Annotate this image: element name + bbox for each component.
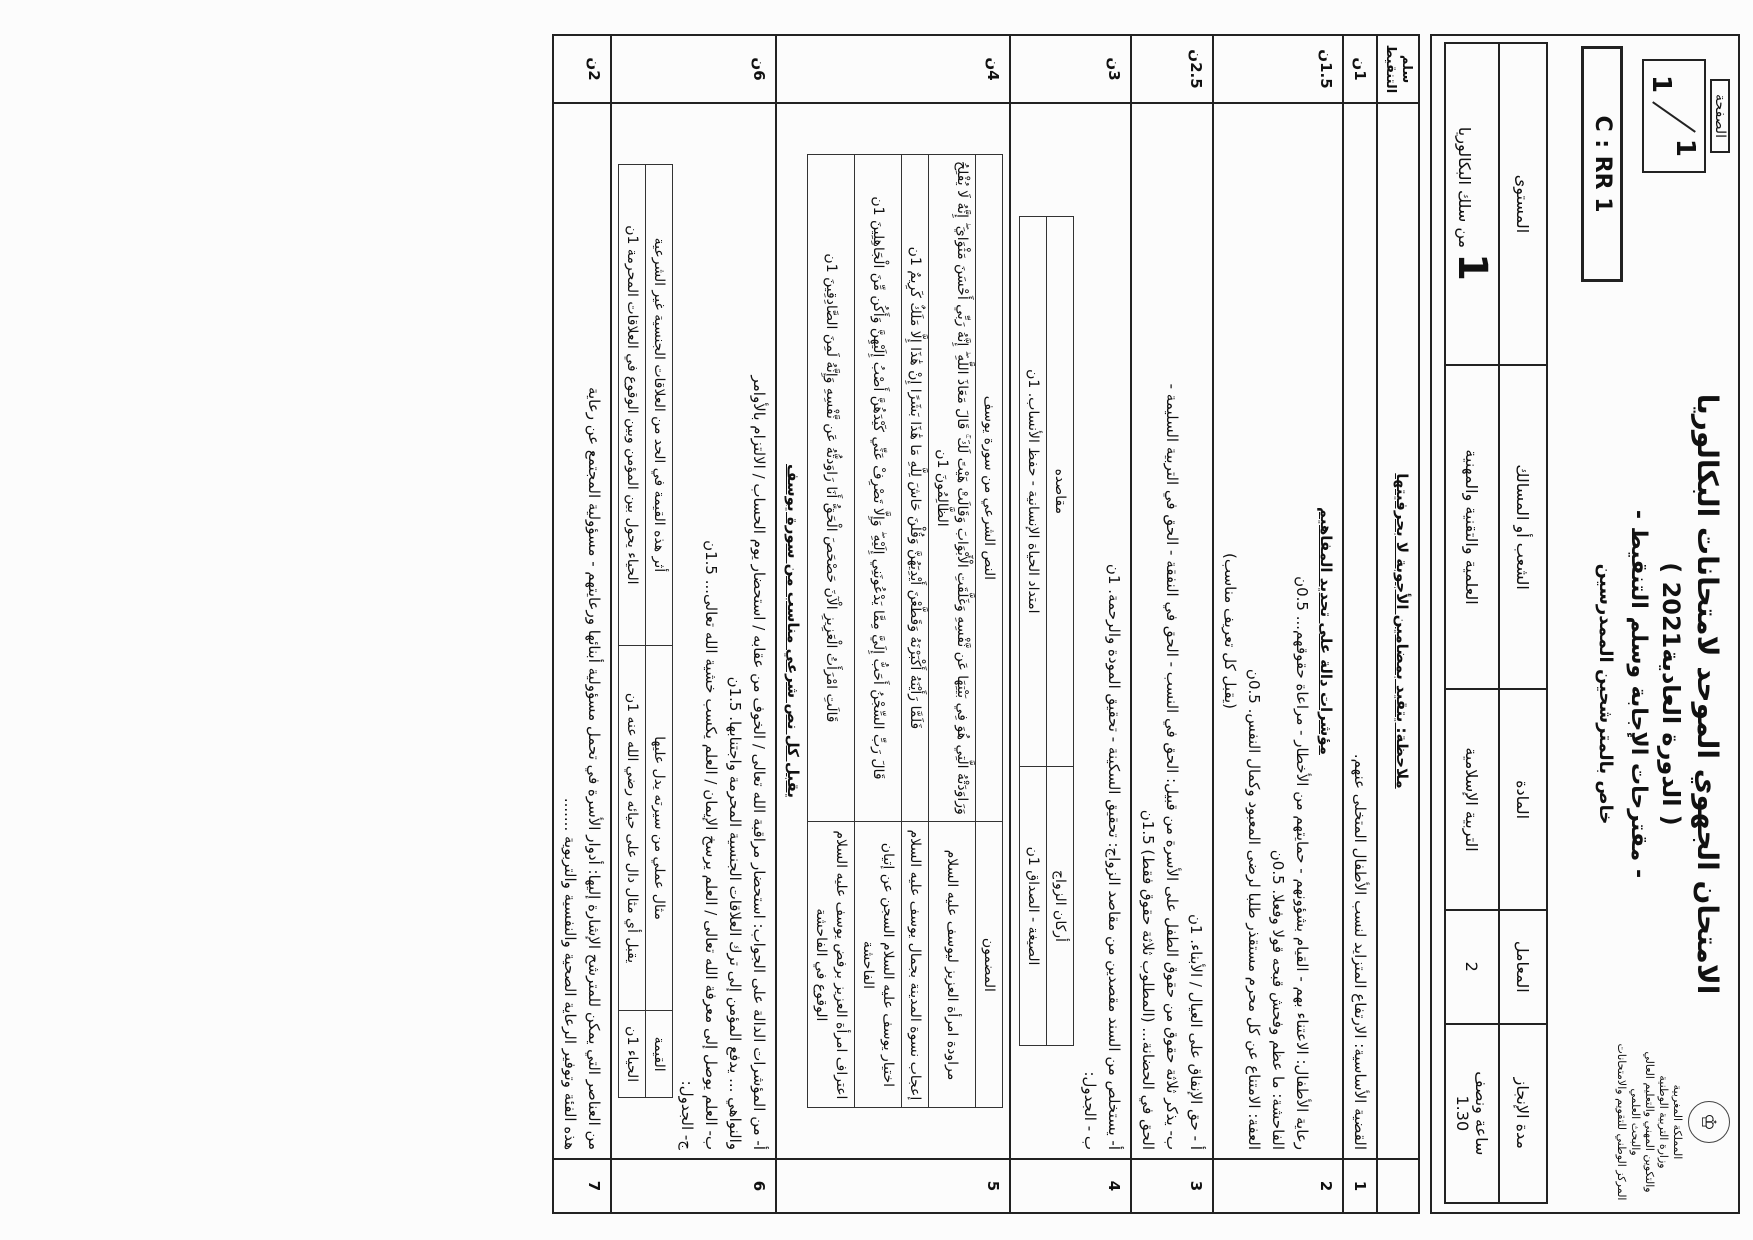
emblem-icon: ♔ [1688, 1101, 1730, 1143]
logo-line: المركز الوطني للتقويم والامتحانات [1615, 1043, 1628, 1201]
meta-streams: العلمية والتقنية والمهنية [1445, 365, 1499, 689]
table-header: أثر هذه القيمة في الحد من العلاقات الجنسية غير الشرعية [646, 164, 673, 645]
logo-line: المملكة المغربية [1671, 1084, 1684, 1160]
answer-line: الفاحشة: ما عظم وفحش قبحه قولا وفعلا. 0.5ن [1269, 849, 1287, 1150]
table-cell: يقبل أي مثال دال على حيائه رضي الله عنه 1ن [619, 645, 646, 1010]
question-row-1 [1343, 35, 1377, 1213]
answer-line: (يقبل كل تعريف مناسب) [1221, 553, 1239, 709]
table-cell: الصيغة - الصداق 1ن [1020, 766, 1047, 1045]
logo-line: والتكوين المهني والتعليم العالي [1643, 1051, 1656, 1193]
table-header: القيمة [646, 1011, 673, 1098]
answer-line: أ- من المؤشرات الدالة على الجواب: استحضار مراقبة الله تعالى / الخوف من عقابه / استحضار يوم الحساب / الالتزام بالأوامر [750, 375, 768, 1150]
question-number: 7 [553, 1159, 611, 1213]
level-text: من سلك البكالوريا [1455, 126, 1474, 249]
grading-table [552, 34, 1420, 1214]
answer-line: من العناصر التي يمكن للمترشح الإشارة إليها: أدوار الأسرة في تحمل مسؤولية أبنائها ورعايتهم - مسؤولية المجتمع عن رعاية [585, 386, 603, 1150]
table-cell: إعجاب نسوة المدينة بجمال يوسف عليه السلام [902, 822, 929, 1108]
values-table [618, 164, 673, 1098]
table-cell: اختيار يوسف عليه السلام السجن عن إتيان الفاحشة [855, 822, 902, 1108]
table-header: المضمون [976, 822, 1003, 1108]
answer-cell [1010, 103, 1131, 1159]
question-row-3 [1131, 35, 1213, 1213]
question-number: 3 [1131, 1159, 1213, 1213]
meta-header-coefficient: المعامل [1499, 910, 1547, 1024]
answer-cell [1343, 103, 1377, 1159]
question-row-7 [553, 35, 611, 1213]
question-score: 6ن [611, 35, 776, 103]
table-cell: الحياء 1ن [619, 1011, 646, 1098]
question-number: 6 [611, 1159, 776, 1213]
answer-line: ب - الجدول: [1081, 1071, 1099, 1150]
answer-cell [553, 103, 611, 1159]
question-number-header [1377, 1159, 1419, 1213]
meta-header-subject: المادة [1499, 689, 1547, 910]
title-line-3: - مقترحات الإجابة وسلم التنقيط - [1626, 509, 1651, 879]
answer-line: أ - حق الإنفاق على العيال / الأبناء. 1ن [1187, 913, 1205, 1150]
level-number: 1 [1449, 253, 1495, 282]
question-score: 1.5ن [1213, 35, 1343, 103]
question-number: 2 [1213, 1159, 1343, 1213]
exam-document [360, 24, 1750, 1224]
title-line-2: ( الدورة العادية2021 ) [1657, 562, 1685, 826]
answer-cell [1213, 103, 1343, 1159]
note-cell [1377, 103, 1419, 1159]
table-header: النص الشرعي من سورة يوسف [976, 154, 1003, 822]
answer-line: ب- العلم يوصل إلى معرفة الله تعالى / العلم يرسخ الإيمان / العلم يكسب خشية الله تعالى... 1.5ن [702, 540, 720, 1150]
question-score: 1ن [1343, 35, 1377, 103]
answer-line: الحق في الحضانة... (المطلوب ثلاثة حقوق فقط) 1.5ن [1139, 809, 1157, 1150]
meta-coefficient: 2 [1445, 910, 1499, 1024]
title-line-4: خاص بالمترشحين الممدرسين [1595, 563, 1616, 825]
note-text: ملاحظة: يتقيد بمضامين الأجوبة لا بحرفيتها [1393, 473, 1411, 789]
page-number: 1 [1670, 138, 1700, 157]
question-row-6 [611, 35, 776, 1213]
question-row-2 [1213, 35, 1343, 1213]
fraction-slash [1652, 101, 1696, 132]
duration-text: ساعة ونصف [1472, 1071, 1491, 1156]
answer-cell [776, 103, 1010, 1159]
answer-line: القضية الأساسية: الارتفاع المتزايد لنسب الأطفال المتخلى عنهم. [1351, 753, 1369, 1150]
ministry-logo [1614, 1042, 1730, 1202]
table-cell: قَالَتِ امْرَأَتُ الْعَزِيزِ الْآنَ حَصْحَصَ الْحَقُّ أَنَا رَاوَدتُّهُ عَن نَّفْسِهِ وَإِنَّهُ لَمِنَ الصَّادِقِينَ 1ن [808, 154, 855, 822]
table-header: أركان الزواج [1047, 766, 1074, 1045]
question-row-5 [776, 35, 1010, 1213]
marriage-table [1019, 216, 1074, 1046]
question-score: 2.5ن [1131, 35, 1213, 103]
table-cell: قَالَ رَبِّ السِّجْنُ أَحَبُّ إِلَيَّ مِمَّا يَدْعُونَنِي إِلَيْهِ ۖ وَإِلَّا تَصْرِفْ عَنِّي كَيْدَهُنَّ أَصْبُ إِلَيْهِنَّ وَأَكُن مِّنَ الْجَاهِلِينَ 1ن [855, 154, 902, 822]
page-fraction [1642, 59, 1706, 173]
meta-duration [1445, 1024, 1499, 1203]
answer-cell [611, 103, 776, 1159]
question-number: 1 [1343, 1159, 1377, 1213]
table-cell: امتداد الحياة الإنسانية - حفظ الأنساب. 1ن [1020, 216, 1047, 766]
exam-header [1430, 34, 1740, 1214]
page-label: الصفحة [1710, 79, 1730, 153]
exam-code: C : RR 1 [1581, 46, 1623, 282]
table-cell: الحياء يحول بين المؤمن وبين الوقوع في العلاقات المحرمة 1ن [619, 164, 646, 645]
answer-line: رعاية الأطفال: الاعتناء بهم - القيام بشؤونهم - حمايتهم من الأخطار - مراعاة حقوقهم... 0.5ن [1293, 576, 1311, 1150]
logo-line: وزارة التربية الوطنية [1657, 1075, 1670, 1169]
table-cell: اعتراف امرأة العزيز برفض يوسف عليه السلام الوقوع في الفاحشة [808, 822, 855, 1108]
answer-line: هذه الفئة وتوفير الرعاية الصحية والنفسية والتربوية ....... [561, 797, 579, 1150]
answer-line: والنواهي ... يدفع المؤمن إلى ترك العلاقات الجنسية المحرمة واجتنابها. 1.5ن [726, 676, 744, 1150]
table-header: مقاصده [1047, 216, 1074, 766]
table-header: مثال عملي من سيرته يدل عليها [646, 645, 673, 1010]
table-cell: فَلَمَّا رَأَيْنَهُ أَكْبَرْنَهُ وَقَطَّعْنَ أَيْدِيَهُنَّ وَقُلْنَ حَاشَ لِلَّهِ مَا هَٰذَا بَشَرًا إِنْ هَٰذَا إِلَّا مَلَكٌ كَرِيمٌ 1ن [902, 154, 929, 822]
grading-header: سلم التنقيط [1377, 35, 1419, 103]
title-line-1: الامتحان الجهوي الموحد لامتحانات البكالوريا [1691, 393, 1724, 995]
meta-header-level: المستوى [1499, 43, 1547, 365]
quran-table [807, 154, 1003, 1109]
meta-subject: التربية الإسلامية [1445, 689, 1499, 910]
meta-header-duration: مدة الإنجاز [1499, 1024, 1547, 1203]
answer-line: العفة: الامتناع عن كل محرم مستقذر طلبا لرضى المعبود وكمال النفس. 0.5ن [1245, 668, 1263, 1150]
question-score: 3ن [1010, 35, 1131, 103]
question-score: 2ن [553, 35, 611, 103]
exam-title [1595, 366, 1724, 1022]
answer-line: أ- يستخلص من السند مقصدين من مقاصد الزواج: تحقيق السكينة - تحقيق المودة والرحمة. 1ن [1105, 563, 1123, 1150]
answer-heading: مؤشرات دالة على تحديد المفاهيم [1317, 507, 1335, 755]
table-cell: مراودة امرأة العزيز ليوسف عليه السلام [929, 822, 976, 1108]
question-number: 5 [776, 1159, 1010, 1213]
answer-line: ج- الجدول: [678, 1080, 696, 1150]
answer-cell [1131, 103, 1213, 1159]
question-score: 4ن [776, 35, 1010, 103]
meta-header-streams: الشعب أو المسالك [1499, 365, 1547, 689]
exam-meta-table [1444, 42, 1548, 1204]
meta-level [1445, 43, 1499, 365]
table-cell: وَرَاوَدَتْهُ الَّتِي هُوَ فِي بَيْتِهَا عَن نَّفْسِهِ وَغَلَّقَتِ الْأَبْوَابَ وَقَالَتْ هَيْتَ لَكَ ۚ قَالَ مَعَاذَ اللَّهِ ۖ إِنَّهُ رَبِّي أَحْسَنَ مَثْوَايَ ۖ إِنَّهُ لَا يُفْلِحُ الظَّالِمُونَ 1ن [929, 154, 976, 822]
question-number: 4 [1010, 1159, 1131, 1213]
question-row-4 [1010, 35, 1131, 1213]
answer-line: ب- يذكر ثلاثة حقوق من حقوق الطفل على الأسرة من قبيل: الحق في النسب - الحق في النفقة - الحق في التربية السليمة - [1163, 383, 1181, 1150]
duration-number: 1.30 [1453, 1095, 1472, 1132]
page-counter [1638, 46, 1730, 186]
logo-line: والبحث العلمي [1629, 1088, 1642, 1156]
table-footnote: يقبل كل نص شرعي مناسب من سورة يوسف [784, 464, 802, 798]
page-total: 1 [1646, 75, 1676, 94]
